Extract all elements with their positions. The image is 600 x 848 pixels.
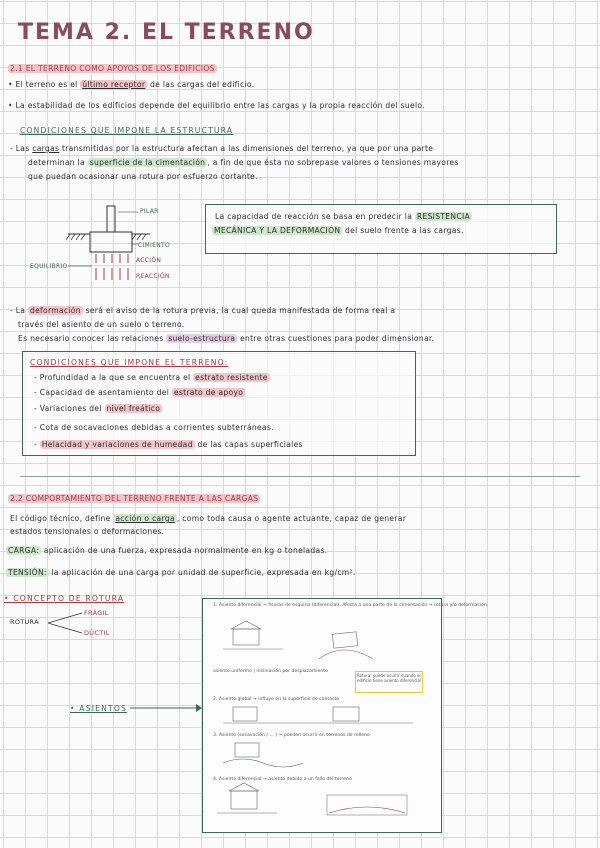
cond-line-2-highlight: superficie de la cimentación <box>89 158 206 167</box>
reaccion-label: REACCIÓN <box>136 273 170 280</box>
box1-line-2-highlight: MECÁNICA Y LA DEFORMACIÓN <box>214 226 341 235</box>
cond-estructura-heading-text: CONDICIONES QUE IMPONE LA ESTRUCTURA <box>20 126 234 135</box>
box1-line-2-post: del suelo frente a las cargas. <box>342 226 464 235</box>
cond-line-3: que puedan ocasionar una rotura por esfuerzo cortante. <box>28 172 258 181</box>
box2-item-2-pre: - Capacidad de asentamiento del <box>34 388 172 397</box>
tension-label: TENSIÓN: <box>8 568 47 577</box>
cimiento-label: CIMIENTO <box>138 242 170 249</box>
box2-item-2-highlight: estrato de apoyo <box>173 388 244 397</box>
bullet-receptor <box>8 80 254 89</box>
section-1-heading-text: 2.1 EL TERRENO COMO APOYOS DE LOS EDIFICIOS <box>10 64 215 73</box>
cond-line-1-post: transmitidas por la estructura afectan a las dimensiones del terreno, ya que por una parte <box>59 144 434 153</box>
def-line-3-post: entre otras cuestiones para poder dimensionar. <box>237 334 435 343</box>
asientos-sketch-4 <box>217 783 427 827</box>
concepto-rotura-heading <box>4 594 124 603</box>
cond-line-2-pre: determinan la <box>28 158 88 167</box>
asientos-sketch-2 <box>223 703 423 727</box>
fragil-label: FRÁGIL <box>84 609 109 617</box>
s2-line-1-pre: El código técnico, define <box>10 514 114 523</box>
def-line-1-pre: - La <box>10 306 28 315</box>
asientos-sketch-1 <box>223 619 423 665</box>
cond-line-2-post: , a fin de que ésta no sobrepase valores o tensiones mayores <box>207 158 459 167</box>
bullet-receptor-pre: • El terreno es el <box>8 80 81 89</box>
asientos-text: • ASIENTOS <box>70 704 128 713</box>
def-line-2: través del asiento de un suelo o terreno. <box>18 320 185 329</box>
cond-line-1 <box>10 144 433 153</box>
box1-line-2 <box>212 226 464 235</box>
box2-item-1-pre: - Profundidad a la que se encuentra el <box>34 373 194 382</box>
s2-line-1-post: , como toda causa o agente actuante, capaz de generar <box>176 514 407 523</box>
box2-item-3 <box>34 404 162 413</box>
bullet-estabilidad: • La estabilidad de los edificios depende del equilibrio entre las cargas y la propia reacción del suelo. <box>8 101 425 110</box>
box2-heading <box>30 358 228 367</box>
box2-item-5-pre: - <box>34 440 40 449</box>
def-line-3-pre: Es necesario conocer las relaciones <box>18 334 167 343</box>
s2-line-1-highlight: acción o carga <box>115 514 175 523</box>
cond-estructura-heading <box>20 126 233 135</box>
box2-item-5 <box>34 440 303 449</box>
accion-arrows <box>96 254 128 263</box>
asientos-note: Rotura: puede ocurrir cuando el edificio tiene asiento diferencial <box>355 671 423 693</box>
ductil-label: DÚCTIL <box>84 629 110 637</box>
asientos-heading <box>70 704 127 713</box>
def-line-3 <box>18 334 434 343</box>
box2-item-1 <box>34 373 270 382</box>
box2-item-2 <box>34 388 245 397</box>
cond-line-1-pre: - Las <box>10 144 33 153</box>
asientos-row-2: asiento uniforme | inclinación por desplazamiento <box>213 669 328 674</box>
box1-line-1 <box>215 212 472 221</box>
bullet-receptor-highlight: último receptor <box>82 80 146 89</box>
s2-line-1 <box>10 514 406 523</box>
box2-item-1-highlight: estrato resistente <box>195 373 268 382</box>
def-line-3-highlight: suelo-estructura <box>168 334 236 343</box>
box2-item-3-highlight: nivel freático <box>106 404 161 413</box>
section-2-heading <box>8 494 260 503</box>
section-1-heading <box>8 64 217 73</box>
cond-line-2 <box>28 158 459 167</box>
bullet-receptor-post: de las cargas del edificio. <box>147 80 255 89</box>
box1-line-1-pre: La capacidad de reacción se basa en predecir la <box>215 212 415 221</box>
accion-label: ACCIÓN <box>136 257 162 264</box>
box1-line-1-highlight: RESISTENCIA <box>416 212 470 221</box>
tension-text: la aplicación de una carga por unidad de superficie, expresada en kg/cm². <box>48 568 356 577</box>
asientos-sheet <box>202 598 489 833</box>
section-2-heading-text: 2.2 COMPORTAMIENTO DEL TERRENO FRENTE A LAS CARGAS <box>10 494 259 503</box>
asientos-row-1: 1. Asiento diferencial → fisuras de esquina (diferencial). Afecta a una parte de la cimentación → rotura y/o deformación. <box>213 603 489 608</box>
foundation-diagram <box>20 200 200 290</box>
carga-label: CARGA: <box>8 546 40 555</box>
cimiento-shape <box>90 232 132 252</box>
section-divider <box>20 476 580 477</box>
box2-item-5-post: de las capas superficiales <box>194 440 303 449</box>
equilibrio-label: EQUILIBRIO <box>30 263 68 270</box>
pilar-label: PILAR <box>140 208 159 215</box>
concepto-rotura-text: • CONCEPTO DE ROTURA <box>4 594 125 603</box>
s2-line-2: estados tensionales o deformaciones. <box>10 527 165 536</box>
asientos-row-5: 4. Asiento diferencial → asiento debido a un fallo del terreno <box>213 777 352 782</box>
box2-item-5-highlight: Helacidad y variaciones de humedad <box>41 440 193 449</box>
box2-item-3-pre: - Variaciones del <box>34 404 105 413</box>
def-line-1 <box>10 306 395 315</box>
box2-heading-text: CONDICIONES QUE IMPONE EL TERRENO: <box>30 358 229 367</box>
box2-item-4: - Cota de socavaciones debidas a corrientes subterráneas. <box>34 423 274 432</box>
asientos-arrow <box>128 702 202 714</box>
carga-text: aplicación de una fuerza, expresada normalmente en kg o toneladas. <box>41 546 328 555</box>
pilar-shape <box>107 206 115 232</box>
asientos-sketch-3 <box>223 739 423 773</box>
ground-hatching <box>66 234 146 240</box>
page-title: TEMA 2. EL TERRENO <box>18 20 315 45</box>
asientos-row-3: 2. Asiento global → influye en la superficie de contacto <box>213 697 340 702</box>
def-line-1-post: será el aviso de la rotura previa, la cual queda manifestada de forma real a <box>82 306 396 315</box>
reaccion-arrows <box>96 268 128 280</box>
tension-definition <box>6 568 356 577</box>
rotura-branch-lines <box>46 610 86 638</box>
carga-definition <box>6 546 327 555</box>
def-line-1-highlight: deformación <box>29 306 81 315</box>
asientos-row-4: 3. Asiento (socavación / ... ) → pueden ocurrir en terrenos de relleno <box>213 733 370 738</box>
rotura-label: ROTURA <box>10 618 39 626</box>
cond-line-1-underline: cargas <box>32 144 60 153</box>
